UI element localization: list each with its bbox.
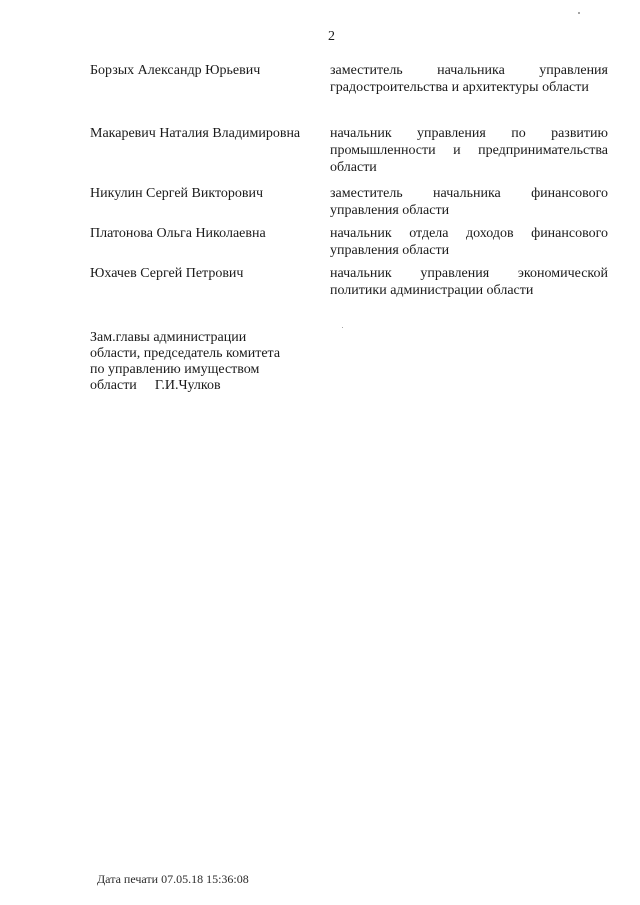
signature-line: по управлению имуществом <box>90 362 260 377</box>
member-name: Юхачев Сергей Петрович <box>90 266 244 281</box>
page-number: 2 <box>328 29 335 44</box>
committee-members-list <box>90 62 608 305</box>
member-row <box>90 265 608 305</box>
member-position: начальник отдела доходов финансового управления области <box>330 226 608 258</box>
scan-speck <box>342 327 343 328</box>
signature-block <box>90 330 330 394</box>
member-name: Борзых Александр Юрьевич <box>90 63 261 78</box>
signature-line: области, председатель комитета <box>90 346 281 361</box>
member-row <box>90 125 608 185</box>
member-position: начальник управления по развитию промышленности и предпринимательства области <box>330 126 608 175</box>
signature-line: Зам.главы администрации <box>90 330 247 345</box>
member-row <box>90 62 608 125</box>
member-name: Платонова Ольга Николаевна <box>90 226 266 241</box>
member-name: Никулин Сергей Викторович <box>90 186 264 201</box>
member-position: начальник управления экономической политики администрации области <box>330 266 608 298</box>
signature-line-prefix: области <box>90 378 137 393</box>
signer-name: Г.И.Чулков <box>154 378 221 393</box>
member-row <box>90 225 608 265</box>
signature-line <box>90 378 330 394</box>
member-name: Макаревич Наталия Владимировна <box>90 126 301 141</box>
member-row <box>90 185 608 225</box>
member-position: заместитель начальника управления градостроительства и архитектуры области <box>330 63 608 95</box>
print-date: Дата печати 07.05.18 15:36:08 <box>97 872 249 886</box>
scan-speck <box>578 12 580 14</box>
member-position: заместитель начальника финансового управления области <box>330 186 608 218</box>
